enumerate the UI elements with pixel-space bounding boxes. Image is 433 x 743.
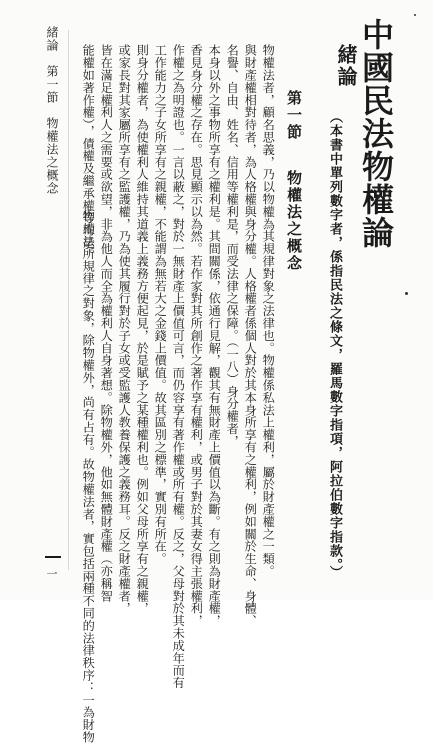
chapter-title: 緒論 <box>334 44 358 88</box>
body-column: 香見身分權之存在。思見顯示以為然。若作家對其所創作之著作享有權利，或男子對於其妻女得主張權利， <box>189 44 204 627</box>
body-column: 皆在滿足權利人之需要或欲望，非為他人而全為權利人自身著想。除物權外，他如無體財產權（亦稱智 <box>99 44 114 602</box>
page-marker: 一 <box>45 568 58 579</box>
chapter-note: （本書中單列數字者，係指民法之條文，羅馬數字指項，阿拉伯數字指款。） <box>327 110 342 580</box>
body-column: 本身以外之事物所享有之權利是。其間關係，依通行見解，觀其有無財產上價值以為斷。有之則為財產權， <box>207 44 222 627</box>
book-title: 中國民法物權論 <box>357 18 395 249</box>
section-label: 第一節 <box>285 90 303 141</box>
body-column: 作權之為明證也。一言以蔽之，對於一無財產上價值可言，而仍容享有著作權或所有權。反之，父母對於其未成年而有 <box>171 44 186 689</box>
body-column: 與財產權相對待者，為人格權與身分權。人格權者係個人對於其本身所享有之權利，例如關於生命、身體、 <box>243 44 258 627</box>
scan-speck <box>405 292 408 295</box>
section-title: 物權法之概念 <box>285 170 303 272</box>
body-column: 或家長對其家屬所享有之監護權，乃為使其履行對於子女或受監護人教養保護之義務耳。反之財產權者， <box>117 44 132 615</box>
page-marker-dash <box>45 556 61 558</box>
body-column: 名譽、自由、姓名、信用等權利是，而受法律之保障。（一八）身分權者， <box>225 44 240 448</box>
body-column: 物權法所規律之對象，除物權外，尚有占有。故物權法者，實包括兩種不同的法律秩序：一為財物 <box>81 210 96 743</box>
body-column: 能權如著作權），債權及繼承權等均是。 <box>81 44 96 262</box>
body-column: 則身分權者，為使權利人維持其道義上義務方便起見，於是賦予之某種權利也。例如父母所享有之親權， <box>135 44 150 615</box>
scan-speck <box>414 14 416 16</box>
margin-rule <box>68 30 69 570</box>
running-header: 緒論 第一節 物權法之概念 <box>45 26 59 195</box>
body-column: 工作能力之子女所享有之親權，不能謂為無若大之金錢上價值。故其區別之標準，實別有所在。 <box>153 44 168 565</box>
body-column: 物權法者，顧名思義，乃以物權為其規律對象之法律也。物權係私法上權利，屬於財產權之一類。 <box>261 44 276 578</box>
